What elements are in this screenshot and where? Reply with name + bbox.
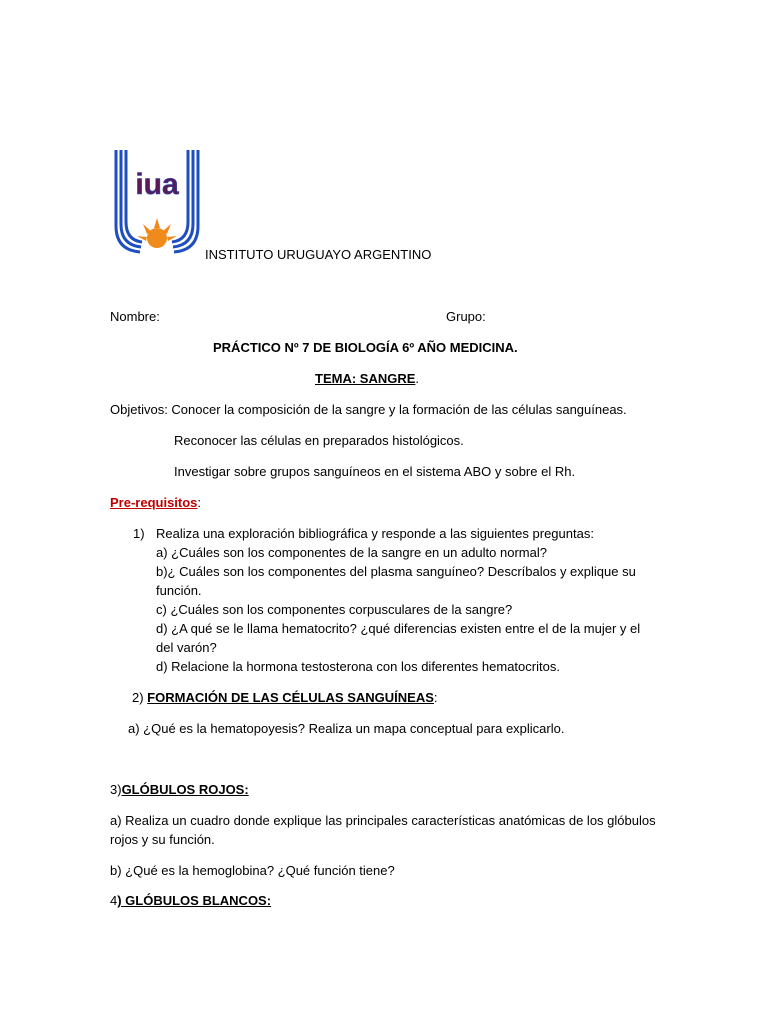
section3-item-a-line-1: a) Realiza un cuadro donde explique las principales características anatómicas de los glóbulos xyxy=(110,813,656,828)
section4-title: ) GLÓBULOS BLANCOS: xyxy=(117,893,272,908)
section1-line-5: d) ¿A qué se le llama hematocrito? ¿qué diferencias existen entre el de la mujer y el xyxy=(156,621,641,636)
section1-line-6: del varón? xyxy=(156,640,217,655)
section1-line-7: d) Relacione la hormona testosterona con los diferentes hematocritos. xyxy=(156,659,560,674)
section2-heading xyxy=(132,689,438,707)
document-title: PRÁCTICO Nº 7 DE BIOLOGÍA 6º AÑO MEDICINA. xyxy=(213,340,518,355)
nombre-label: Nombre: xyxy=(110,309,160,324)
section4-prefix: 4 xyxy=(110,893,118,908)
section1-intro: Realiza una exploración bibliográfica y responde a las siguientes preguntas: xyxy=(156,526,594,541)
section3-item-b: b) ¿Qué es la hemoglobina? ¿Qué función tiene? xyxy=(110,863,395,878)
prereq-heading xyxy=(110,494,201,512)
iua-logo xyxy=(112,146,202,256)
objetivo-line-1: Objetivos: Conocer la composición de la sangre y la formación de las células sanguíneas. xyxy=(110,402,627,417)
section1-line-3: función. xyxy=(156,583,202,598)
objetivo-line-2: Reconocer las células en preparados histológicos. xyxy=(174,433,464,448)
tema-heading xyxy=(315,370,419,388)
section2-item-a: a) ¿Qué es la hematopoyesis? Realiza un mapa conceptual para explicarlo. xyxy=(128,721,565,736)
section3-prefix: 3) xyxy=(110,782,122,797)
section2-suffix: : xyxy=(433,690,438,705)
tema-suffix: . xyxy=(415,371,420,386)
tema-label: TEMA: SANGRE xyxy=(315,371,416,386)
section3-heading xyxy=(110,781,249,799)
grupo-label: Grupo: xyxy=(446,309,486,324)
svg-text:iua: iua xyxy=(135,168,179,201)
institute-name: INSTITUTO URUGUAYO ARGENTINO xyxy=(205,247,432,262)
section3-item-a-line-2: rojos y su función. xyxy=(110,832,215,847)
prereq-label: Pre-requisitos xyxy=(110,495,198,510)
section4-heading xyxy=(110,892,271,910)
section2-title: FORMACIÓN DE LAS CÉLULAS SANGUÍNEAS xyxy=(147,690,434,705)
section1-line-4: c) ¿Cuáles son los componentes corpusculares de la sangre? xyxy=(156,602,513,617)
section1-number: 1) xyxy=(133,526,145,541)
prereq-suffix: : xyxy=(197,495,202,510)
section2-prefix: 2) xyxy=(132,690,148,705)
section1-line-1: a) ¿Cuáles son los componentes de la sangre en un adulto normal? xyxy=(156,545,547,560)
section1-line-2: b)¿ Cuáles son los componentes del plasma sanguíneo? Descríbalos y explique su xyxy=(156,564,636,579)
objetivo-line-3: Investigar sobre grupos sanguíneos en el sistema ABO y sobre el Rh. xyxy=(174,464,576,479)
section3-title: GLÓBULOS ROJOS: xyxy=(121,782,249,797)
